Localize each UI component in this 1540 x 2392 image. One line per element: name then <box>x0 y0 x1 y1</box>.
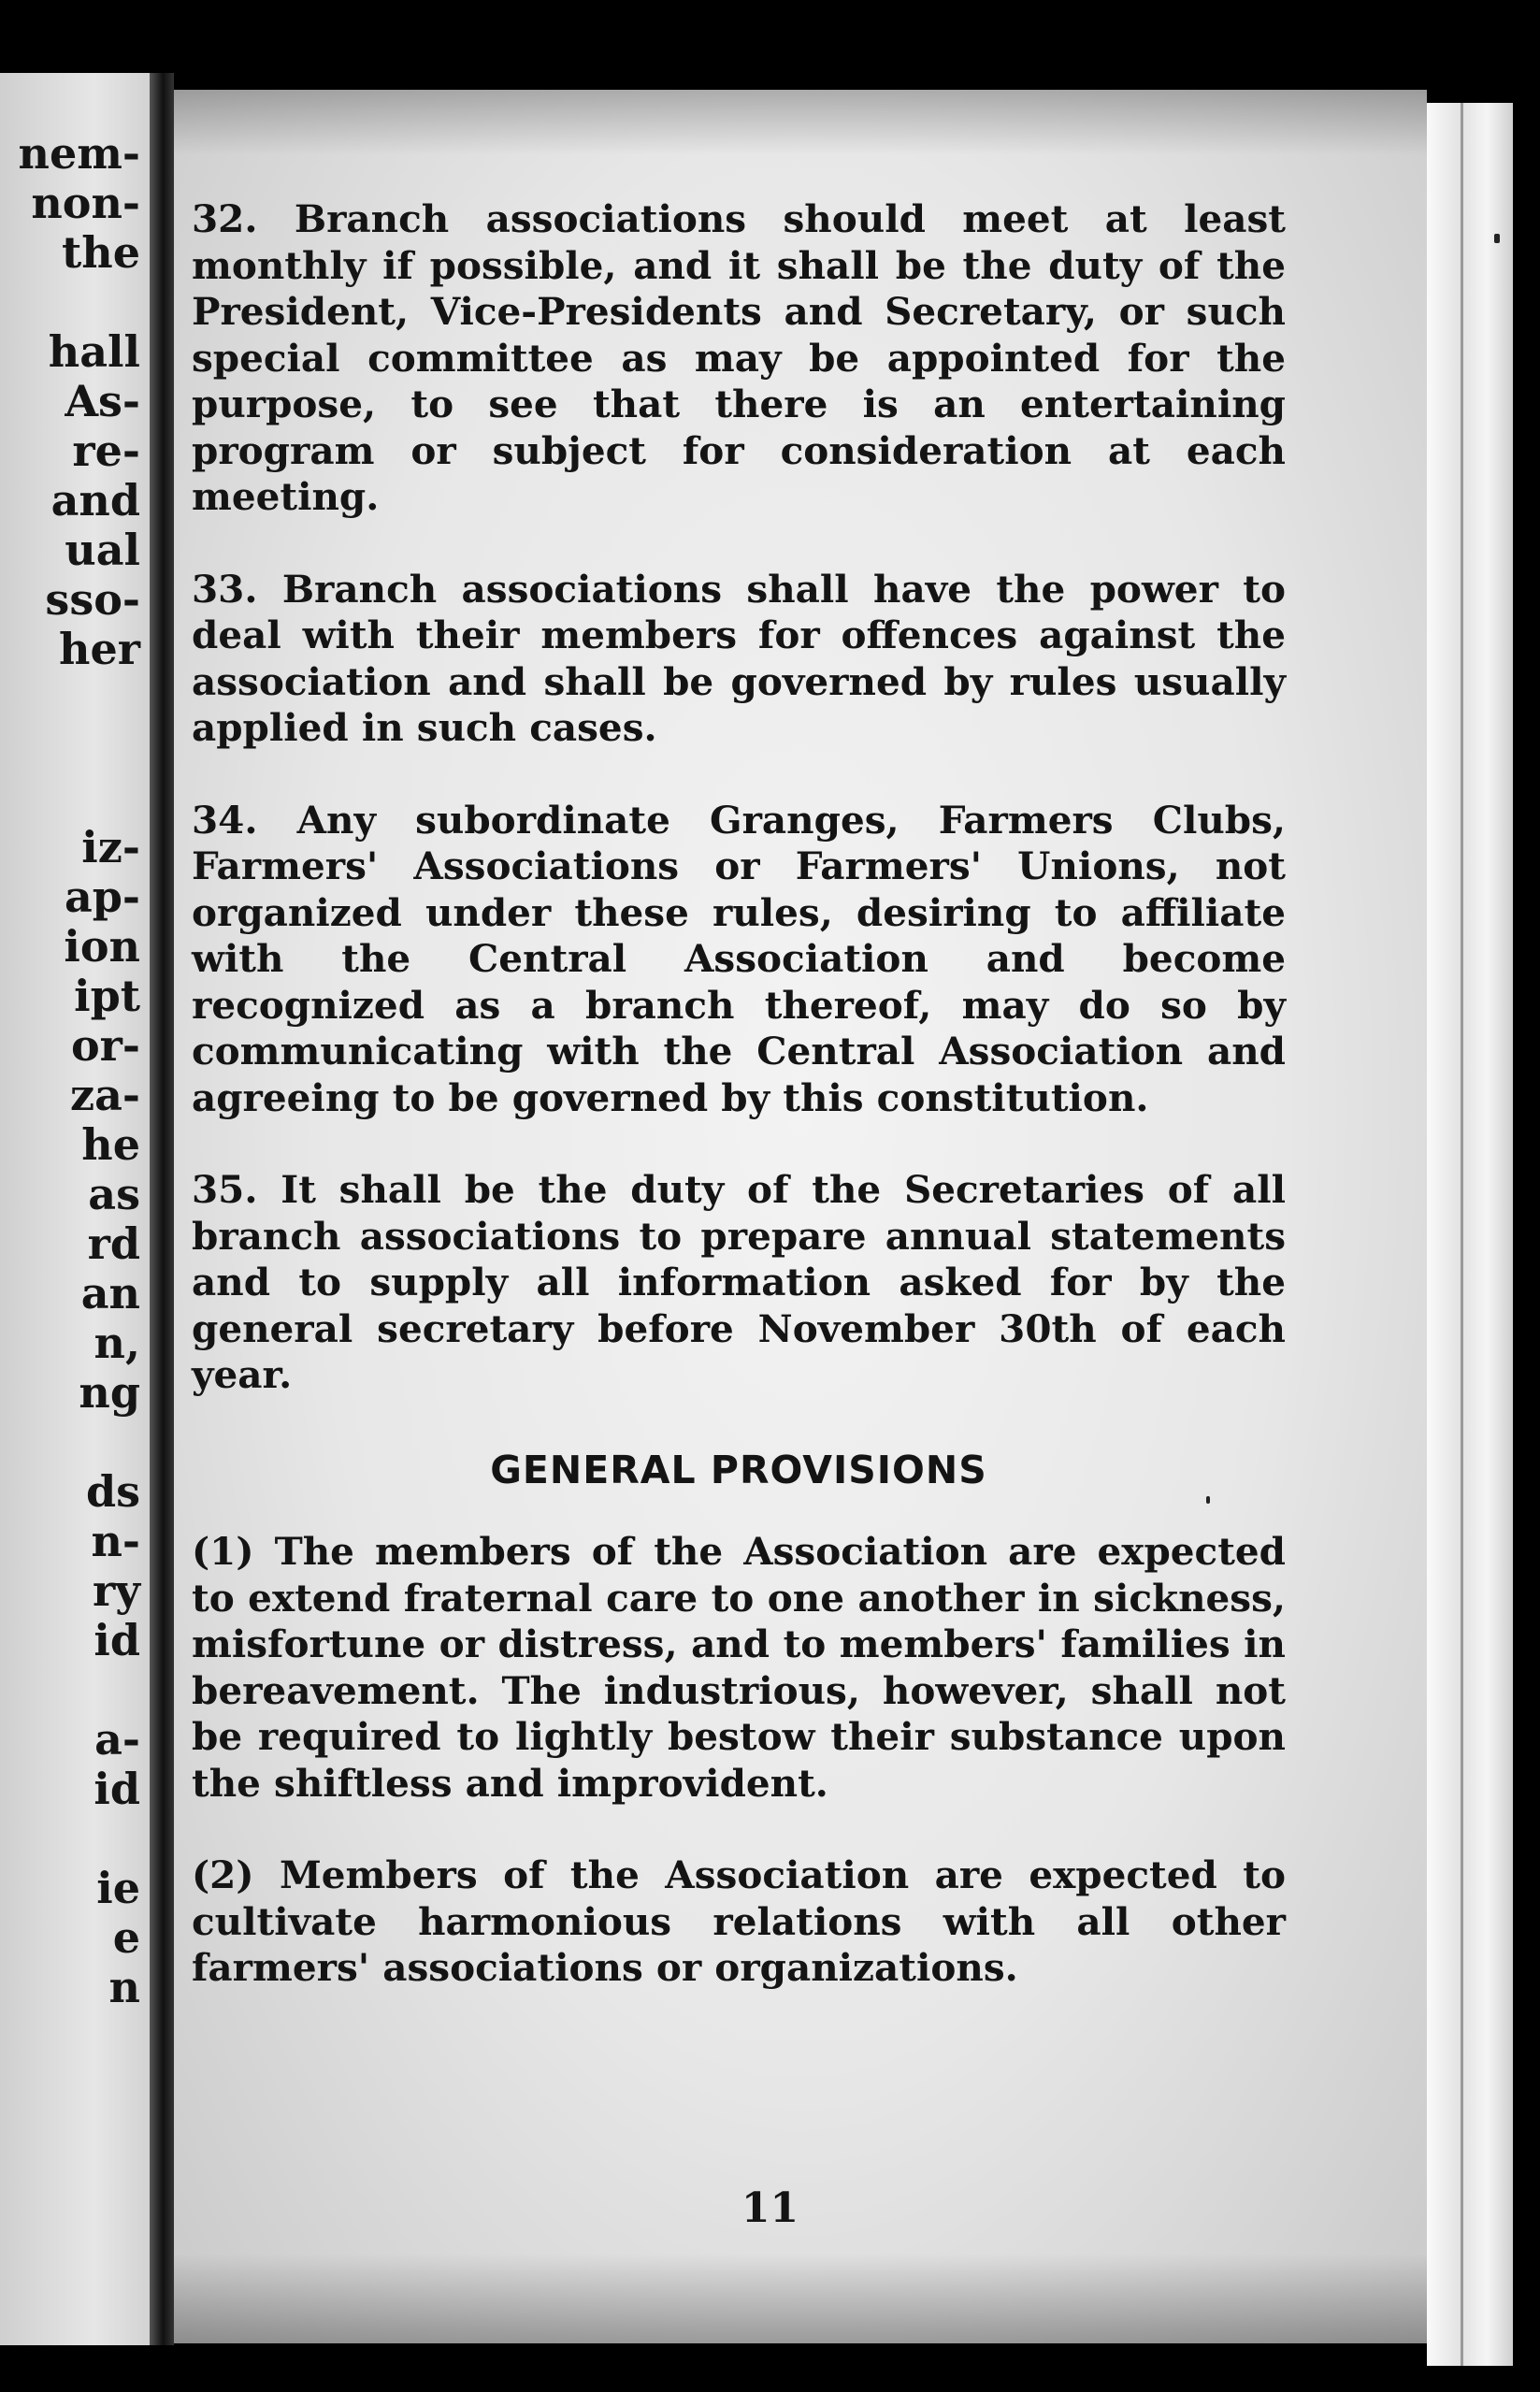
left-page-text-fragments <box>0 129 140 2012</box>
left-page-fragment: the <box>62 227 140 278</box>
left-page-fragment: e <box>112 1912 140 1963</box>
provision-text: Members of the Association are expected to cultivate harmonious relations with all other farmers' associations or organizations. <box>192 1852 1286 1990</box>
left-page-fragment: ap- <box>64 872 140 922</box>
left-page-fragment: ry <box>93 1565 140 1616</box>
provision-text: The members of the Association are expected to extend fraternal care to one another in sickness, misfortune or distress, and to members' families in bereavement. The industrious, however, shall not be required to lightly bestow their substance upon the shiftless and improvident. <box>192 1529 1286 1806</box>
book-gutter <box>150 73 174 2345</box>
section-number: 35. <box>192 1167 258 1212</box>
left-page-fragment: n- <box>91 1516 140 1566</box>
left-page-fragment: non- <box>31 178 140 228</box>
left-page-fragment: ion <box>64 921 140 972</box>
left-page-fragment: za- <box>69 1070 140 1120</box>
left-page-fragment: an <box>80 1268 140 1318</box>
page-stack-line <box>1461 103 1463 2366</box>
provision-2 <box>192 1852 1286 1992</box>
section-number: 33. <box>192 566 258 612</box>
section-text: Branch associations should meet at least monthly if possible, and it shall be the duty of the President, Vice-Presidents and Secretary, or such special committee as may be appointed for the purpose, to see that there is an entertaining program or subject for consideration at each meeting. <box>192 196 1286 519</box>
page-top-shadow <box>174 90 1427 155</box>
left-page-fragment: id <box>94 1615 140 1665</box>
section-number: 32. <box>192 196 258 241</box>
page-stack-edge <box>1427 103 1513 2366</box>
left-page-fragment: her <box>59 624 140 674</box>
provision-1 <box>192 1529 1286 1807</box>
scan-speck <box>1494 234 1500 243</box>
left-page-fragment: ie <box>96 1863 140 1913</box>
page-number: 11 <box>741 2184 799 2232</box>
left-page-fragment: a- <box>94 1714 140 1765</box>
page-content <box>192 196 1286 1992</box>
left-page-fragment: iz- <box>81 822 140 872</box>
left-page-fragment <box>0 674 140 724</box>
left-page-fragment: or- <box>70 1020 140 1071</box>
section-text: It shall be the duty of the Secretaries of all branch associations to prepare annual statements and to supply all information asked for by the general secretary before November 30th of each year. <box>192 1167 1286 1397</box>
left-page-fragment: id <box>94 1764 140 1814</box>
section-34 <box>192 798 1286 1122</box>
section-text: Any subordinate Granges, Farmers Clubs, Farmers' Associations or Farmers' Unions, not organized under these rules, desiring to affiliate with the Central Association and become recognized as a branch thereof, may do so by communicating with the Central Association and agreeing to be governed by this constitution. <box>192 797 1286 1120</box>
left-page-fragment: ipt <box>74 971 140 1021</box>
left-page-fragment: ual <box>65 525 140 575</box>
section-35 <box>192 1167 1286 1399</box>
left-page-fragment: hall <box>48 326 140 377</box>
left-page-fragment: re- <box>72 425 140 476</box>
section-33 <box>192 567 1286 752</box>
left-page-fragment <box>0 278 140 327</box>
left-page-fragment: nem- <box>18 128 140 179</box>
left-page-fragment: and <box>50 475 140 526</box>
left-page-fragment: he <box>81 1119 140 1170</box>
provision-number: (2) <box>192 1852 254 1897</box>
left-page-fragment <box>0 724 140 773</box>
scan-speck <box>1206 1496 1210 1504</box>
left-page-fragment: as <box>88 1169 140 1219</box>
left-page-fragment <box>0 1814 140 1864</box>
left-page-fragment: n <box>108 1962 140 2012</box>
left-page-fragment: ds <box>85 1466 140 1517</box>
general-provisions-heading: GENERAL PROVISIONS <box>490 1447 987 1492</box>
section-text: Branch associations shall have the power to deal with their members for offences against the association and shall be governed by rules usually applied in such cases. <box>192 566 1286 750</box>
left-page-fragment: ng <box>79 1367 140 1418</box>
left-page-fragment <box>0 773 140 823</box>
left-page-fragment <box>0 1665 140 1715</box>
left-page-fragment: n, <box>94 1318 140 1368</box>
provision-number: (1) <box>192 1529 254 1574</box>
section-number: 34. <box>192 797 258 843</box>
left-page-fragment: As- <box>65 376 140 426</box>
left-page-fragment: rd <box>87 1218 140 1269</box>
left-page-fragment <box>0 1418 140 1467</box>
page-bottom-shadow <box>174 2254 1427 2343</box>
left-page-fragment: sso- <box>45 574 140 625</box>
section-32 <box>192 196 1286 521</box>
